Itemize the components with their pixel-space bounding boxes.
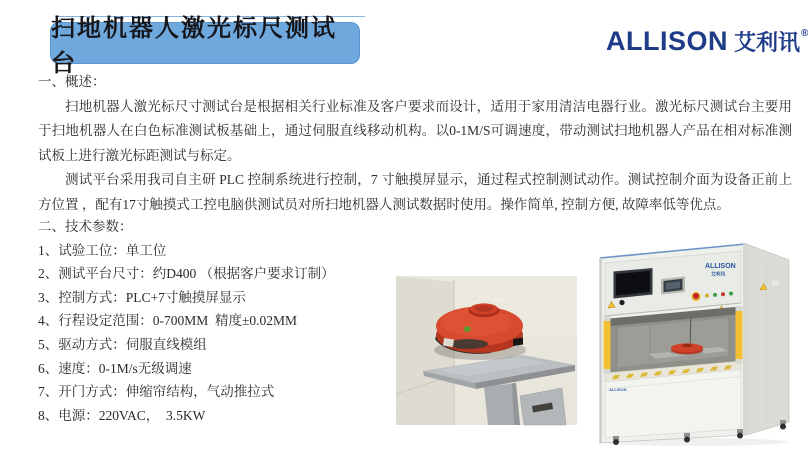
specs-section [38, 215, 408, 427]
spec-item: 2、测试平台尺寸：约D400 （根据客户要求订制） [38, 266, 335, 282]
robot-front-strip [448, 339, 488, 349]
spec-item: 5、驱动方式：伺服直线模组 [38, 336, 207, 352]
overview-paragraph-2: 测试平台采用我司自主研 PLC 控制系统进行控制，7 寸触摸屏显示，通过程式控制测试动作。测试控制介面为设备正前上方位置 ，配有17寸触摸式工控电脑供测试员对所扫地机器人测试数据时使用。操作简单, 控制方便, 故障率低等优点。 [38, 172, 792, 212]
registered-mark: ® [801, 28, 808, 39]
page-title-text: 扫地机器人激光标尺测试台 [51, 16, 337, 77]
spec-item: 8、电源：220VAC， 3.5KW [38, 407, 206, 423]
overview-section [38, 70, 792, 218]
machine-photo-illustration [588, 230, 794, 448]
overview-paragraph-1: 扫地机器人激光标尺寸测试台是根据相关行业标准及客户要求而设计，适用于家用清洁电器行业。激光标尺测试台主要用于扫地机器人在白色标准测试板基础上，通过伺服直线移动机构。以0-1M/S可调速度，带动测试扫地机器人产品在相对标准测试板上进行激光标距测试与标定。 [38, 98, 792, 163]
brand-name-en: ALLISON [606, 26, 728, 56]
indicator-light [721, 292, 725, 296]
front-label [443, 338, 454, 347]
machine-side-panel [746, 244, 789, 435]
spec-item: 1、试验工位：单工位 [38, 242, 167, 258]
spec-item: 7、开门方式：伸缩帘结构，气动推拉式 [38, 384, 275, 400]
light-curtain-left [604, 316, 611, 374]
machine-brand-label: ALLISON [705, 263, 736, 270]
indicator-light [729, 292, 733, 296]
brand-name-cn: 艾利讯 [734, 30, 801, 55]
page-title [50, 16, 360, 77]
overview-heading: 一、概述： [38, 74, 106, 89]
lower-cabinet [605, 370, 741, 439]
specs-heading: 二、技术参数： [38, 219, 133, 234]
light-curtain-right [736, 306, 743, 364]
brand-logo [606, 26, 808, 57]
spec-item: 6、速度：0-1M/s无级调速 [38, 360, 192, 376]
label-sticker [470, 297, 479, 301]
indicator-light [705, 294, 709, 298]
cabinet-brand-label: ALLISON [609, 387, 627, 392]
machine-brand-label-cn: 艾利讯 [711, 272, 726, 278]
power-knob [619, 300, 624, 305]
spec-item: 4、行程设定范围：0-700MM 精度±0.02MM [38, 313, 298, 329]
machine-photo [588, 230, 794, 448]
green-sticker [464, 326, 471, 331]
indicator-light [713, 293, 717, 297]
robot-photo [396, 276, 577, 425]
emergency-stop-button [693, 293, 699, 299]
robot-photo-illustration [396, 276, 577, 425]
spec-item: 3、控制方式：PLC+7寸触摸屏显示 [38, 289, 246, 305]
